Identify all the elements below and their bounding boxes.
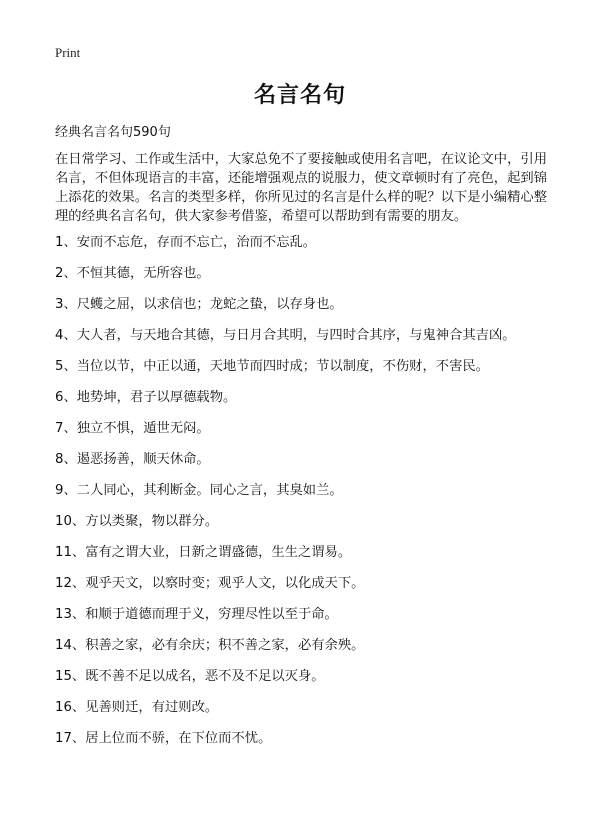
list-item: 5、当位以节，中正以通，天地节而四时成；节以制度，不伤财，不害民。 xyxy=(55,359,489,374)
page-title: 名言名句 xyxy=(253,83,346,108)
list-item: 16、见善则迁，有过则改。 xyxy=(55,700,219,715)
list-item: 9、二人同心，其利断金。同心之言，其臭如兰。 xyxy=(55,483,343,498)
list-item: 3、尺蠖之屈，以求信也；龙蛇之蛰，以存身也。 xyxy=(55,297,343,312)
list-item: 12、观乎天文，以察时变；观乎人文，以化成天下。 xyxy=(55,576,365,591)
article-subtitle: 经典名言名句590句 xyxy=(55,125,171,140)
list-item: 8、遏恶扬善，顺天休命。 xyxy=(55,452,210,467)
list-item: 6、地势坤，君子以厚德载物。 xyxy=(55,390,237,405)
list-item: 14、积善之家，必有余庆；积不善之家，必有余殃。 xyxy=(55,638,365,653)
intro-paragraph: 在日常学习、工作或生活中，大家总免不了要接触或使用名言吧，在议论文中，引用名言，不但体现语言的丰富，还能增强观点的说服力，使文章顿时有了亮色，起到锦上添花的效果。名言的类型多样，你所见过的名言是什么样的呢？以下是小编精心整理的经典名言名句，供大家参考借鉴，希望可以帮助到有需要的朋友。 xyxy=(55,152,547,224)
list-item: 1、安而不忘危，存而不忘亡，治而不忘乱。 xyxy=(55,235,317,250)
list-item: 7、独立不惧，遁世无闷。 xyxy=(55,421,210,436)
list-item: 15、既不善不足以成名，恶不及不足以灭身。 xyxy=(55,669,325,684)
list-item: 2、不恒其德，无所容也。 xyxy=(55,266,210,281)
print-link[interactable]: Print xyxy=(55,45,81,60)
list-item: 10、方以类聚，物以群分。 xyxy=(55,514,219,529)
list-item: 11、富有之谓大业，日新之谓盛德，生生之谓易。 xyxy=(55,545,352,560)
list-item: 13、和顺于道德而理于义，穷理尽性以至于命。 xyxy=(55,607,338,622)
list-item: 4、大人者，与天地合其德，与日月合其明，与四时合其序，与鬼神合其吉凶。 xyxy=(55,328,516,343)
quote-list xyxy=(55,233,555,760)
list-item: 17、居上位而不骄，在下位而不忧。 xyxy=(55,731,272,746)
